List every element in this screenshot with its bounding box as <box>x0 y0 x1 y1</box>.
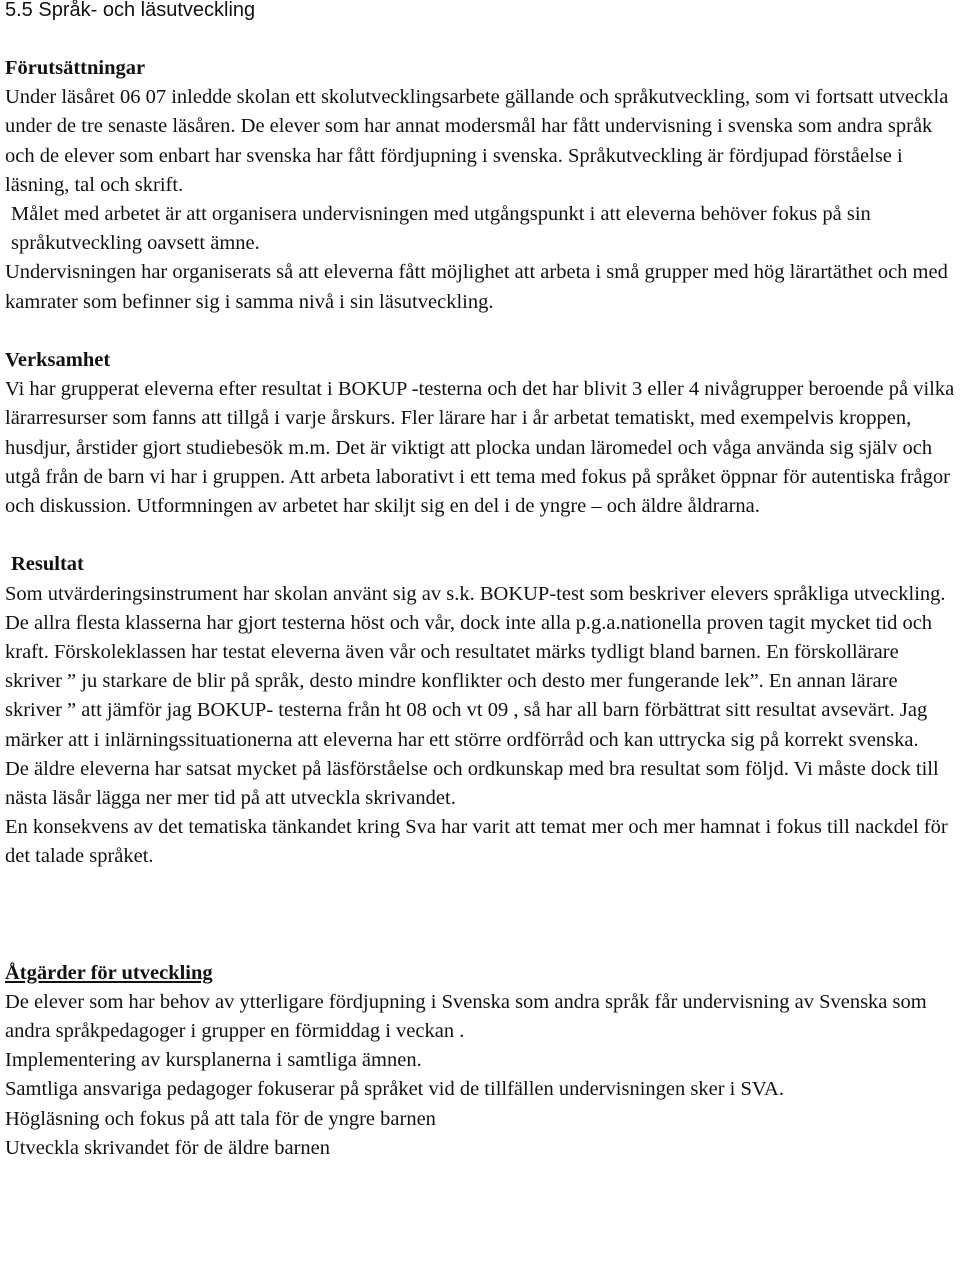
document-title: 5.5 Språk- och läsutveckling <box>5 0 256 21</box>
paragraph: Målet med arbetet är att organisera undervisningen med utgångspunkt i att eleverna behöver fokus på sin språkutveckling oavsett ämne. <box>11 203 871 255</box>
paragraph: Undervisningen har organiserats så att eleverna fått möjlighet att arbeta i små grupper med hög lärartäthet och med kamrater som befinner sig i samma nivå i sin läsutveckling. <box>5 261 948 313</box>
section-heading: Verksamhet <box>5 349 111 372</box>
section-resultat <box>5 550 955 871</box>
section-heading: Resultat <box>11 553 84 576</box>
paragraph: Utveckla skrivandet för de äldre barnen <box>5 1136 331 1159</box>
paragraph: De äldre eleverna har satsat mycket på läsförståelse och ordkunskap med bra resultat som följd. Vi måste dock till nästa läsår lägga ner mer tid på att utveckla skrivandet. <box>5 757 939 810</box>
section-heading: Förutsättningar <box>5 57 146 79</box>
spacer <box>5 521 955 550</box>
section-verksamhet <box>5 346 955 521</box>
paragraph: Som utvärderingsinstrument har skolan använt sig av s.k. BOKUP-test som beskriver elevers språkliga utveckling. De allra flesta klasserna har gjort testerna höst och vår, dock inte alla p.g.a.nationella proven tagit mycket tid och kraft. Förskoleklassen har testat eleverna även vår och resultatet märks tydligt bland barnen. En förskollärare skriver ” ju starkare de blir på språk, desto mindre konflikter och desto mer fungerande lek”. En annan lärare skriver ” att jämför jag BOKUP- testerna från ht 08 och vt 09 , så har all barn förbättrat sitt resultat avsevärt. Jag märker att i inlärningssituationerna att eleverna har ett större ordförråd och kan uttrycka sig på korrekt svenska. <box>5 582 946 751</box>
paragraph: Samtliga ansvariga pedagoger fokuserar på språket vid de tillfällen undervisningen sker i SVA. <box>5 1078 784 1101</box>
section-heading: Åtgärder för utveckling <box>5 961 213 984</box>
document-page <box>5 0 955 1163</box>
spacer <box>5 317 955 346</box>
paragraph: Implementering av kursplanerna i samtliga ämnen. <box>5 1049 422 1072</box>
section-atgarder <box>5 959 955 1163</box>
paragraph: En konsekvens av det tematiska tänkandet kring Sva har varit att temat mer och mer hamnat i fokus till nackdel för det talade språket. <box>5 816 948 868</box>
paragraph: Under läsåret 06 07 inledde skolan ett skolutvecklingsarbete gällande och språkutveckling, som vi fortsatt utveckla under de tre senaste läsåren. De elever som har annat modersmål har fått undervisning i svenska som andra språk och de elever som enbart har svenska har fått fördjupning i svenska. Språkutveckling är fördjupad förståelse i läsning, tal och skrift. <box>5 86 949 196</box>
spacer <box>5 872 955 959</box>
section-forutsattningar <box>5 54 955 317</box>
paragraph: Vi har grupperat eleverna efter resultat i BOKUP -testerna och det har blivit 3 eller 4 nivågrupper beroende på vilka lärarresurser som fanns att tillgå i varje årskurs. Fler lärare har i år arbetat tematiskt, med exempelvis kroppen, husdjur, årstider gjort studiebesök m.m. Det är viktigt att plocka undan läromedel och våga använda sig själv och utgå från de barn vi har i gruppen. Att arbeta laborativt i ett tema med fokus på språket öppnar för autentiska frågor och diskussion. Utformningen av arbetet har skiljt sig en del i de yngre – och äldre åldrarna. <box>5 378 955 518</box>
paragraph: Högläsning och fokus på att tala för de yngre barnen <box>5 1107 436 1130</box>
paragraph: De elever som har behov av ytterligare fördjupning i Svenska som andra språk får undervisning av Svenska som andra språkpedagoger i grupper en förmiddag i veckan . <box>5 990 927 1043</box>
